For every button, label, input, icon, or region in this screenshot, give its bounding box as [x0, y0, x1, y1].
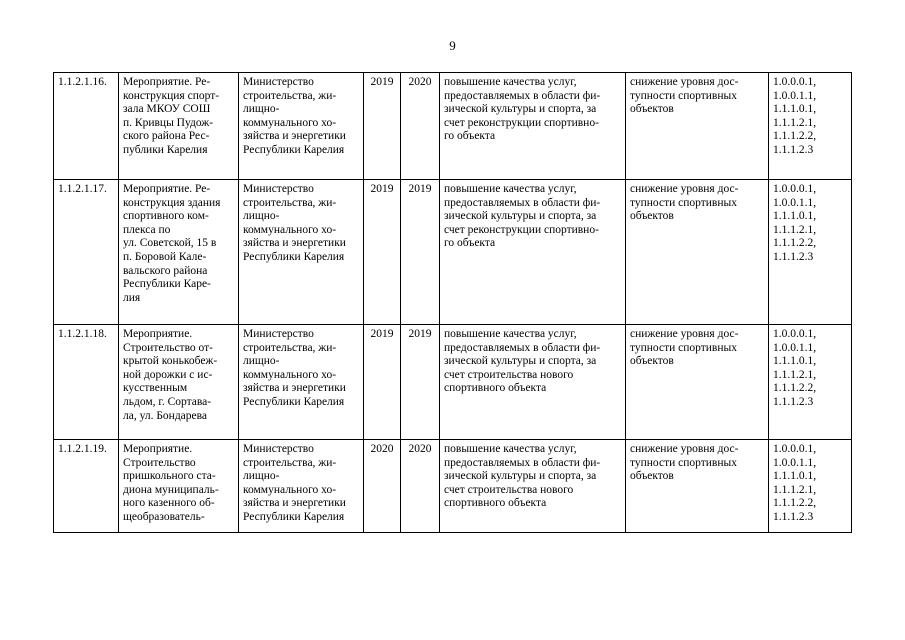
table-row — [54, 180, 852, 325]
row-number-cell: 1.1.2.1.19. — [54, 440, 119, 533]
event-name-cell: Мероприятие. Ре- конструкция спорт- зала МКОУ СОШ п. Кривцы Пудож- ского района Рес- публики Карелия — [119, 73, 239, 180]
indicator-codes-cell: 1.0.0.0.1, 1.0.0.1.1, 1.1.1.0.1, 1.1.1.2.1, 1.1.1.2.2, 1.1.1.2.3 — [769, 440, 852, 533]
end-year-cell: 2019 — [401, 325, 440, 440]
start-year-cell: 2019 — [364, 73, 401, 180]
start-year-cell: 2020 — [364, 440, 401, 533]
end-year-cell: 2020 — [401, 440, 440, 533]
row-number-cell: 1.1.2.1.16. — [54, 73, 119, 180]
table-row — [54, 440, 852, 533]
row-number-cell: 1.1.2.1.18. — [54, 325, 119, 440]
event-name-cell: Мероприятие. Строительство от- крытой конькобеж- ной дорожки с ис- кусственным льдом, г. Сортава- ла, ул. Бондарева — [119, 325, 239, 440]
measures-table — [53, 72, 852, 533]
executor-cell: Министерство строительства, жи- лищно- коммунального хо- зяйства и энергетики Республики Карелия — [239, 440, 364, 533]
expected-result-cell: повышение качества услуг, предоставляемых в области фи- зической культуры и спорта, за счет реконструкции спортивно- го объекта — [440, 73, 626, 180]
table-row — [54, 73, 852, 180]
executor-cell: Министерство строительства, жи- лищно- коммунального хо- зяйства и энергетики Республики Карелия — [239, 325, 364, 440]
event-name-cell: Мероприятие. Строительство пришкольного ста- диона муниципаль- ного казенного об- щеобразователь- — [119, 440, 239, 533]
event-name-cell: Мероприятие. Ре- конструкция здания спортивного ком- плекса по ул. Советской, 15 в п. Боровой Кале- вальского района Республики Каре- лия — [119, 180, 239, 325]
table-row — [54, 325, 852, 440]
start-year-cell: 2019 — [364, 180, 401, 325]
expected-result-cell: повышение качества услуг, предоставляемых в области фи- зической культуры и спорта, за счет строительства нового спортивного объекта — [440, 440, 626, 533]
indicator-codes-cell: 1.0.0.0.1, 1.0.0.1.1, 1.1.1.0.1, 1.1.1.2.1, 1.1.1.2.2, 1.1.1.2.3 — [769, 325, 852, 440]
indicator-codes-cell: 1.0.0.0.1, 1.0.0.1.1, 1.1.1.0.1, 1.1.1.2.1, 1.1.1.2.2, 1.1.1.2.3 — [769, 73, 852, 180]
row-number-cell: 1.1.2.1.17. — [54, 180, 119, 325]
consequence-cell: снижение уровня дос- тупности спортивных объектов — [626, 180, 769, 325]
consequence-cell: снижение уровня дос- тупности спортивных объектов — [626, 73, 769, 180]
executor-cell: Министерство строительства, жи- лищно- коммунального хо- зяйства и энергетики Республики Карелия — [239, 180, 364, 325]
start-year-cell: 2019 — [364, 325, 401, 440]
consequence-cell: снижение уровня дос- тупности спортивных объектов — [626, 325, 769, 440]
page-number: 9 — [449, 38, 456, 53]
expected-result-cell: повышение качества услуг, предоставляемых в области фи- зической культуры и спорта, за счет реконструкции спортивно- го объекта — [440, 180, 626, 325]
indicator-codes-cell: 1.0.0.0.1, 1.0.0.1.1, 1.1.1.0.1, 1.1.1.2.1, 1.1.1.2.2, 1.1.1.2.3 — [769, 180, 852, 325]
end-year-cell: 2020 — [401, 73, 440, 180]
consequence-cell: снижение уровня дос- тупности спортивных объектов — [626, 440, 769, 533]
end-year-cell: 2019 — [401, 180, 440, 325]
executor-cell: Министерство строительства, жи- лищно- коммунального хо- зяйства и энергетики Республики Карелия — [239, 73, 364, 180]
expected-result-cell: повышение качества услуг, предоставляемых в области фи- зической культуры и спорта, за счет строительства нового спортивного объекта — [440, 325, 626, 440]
